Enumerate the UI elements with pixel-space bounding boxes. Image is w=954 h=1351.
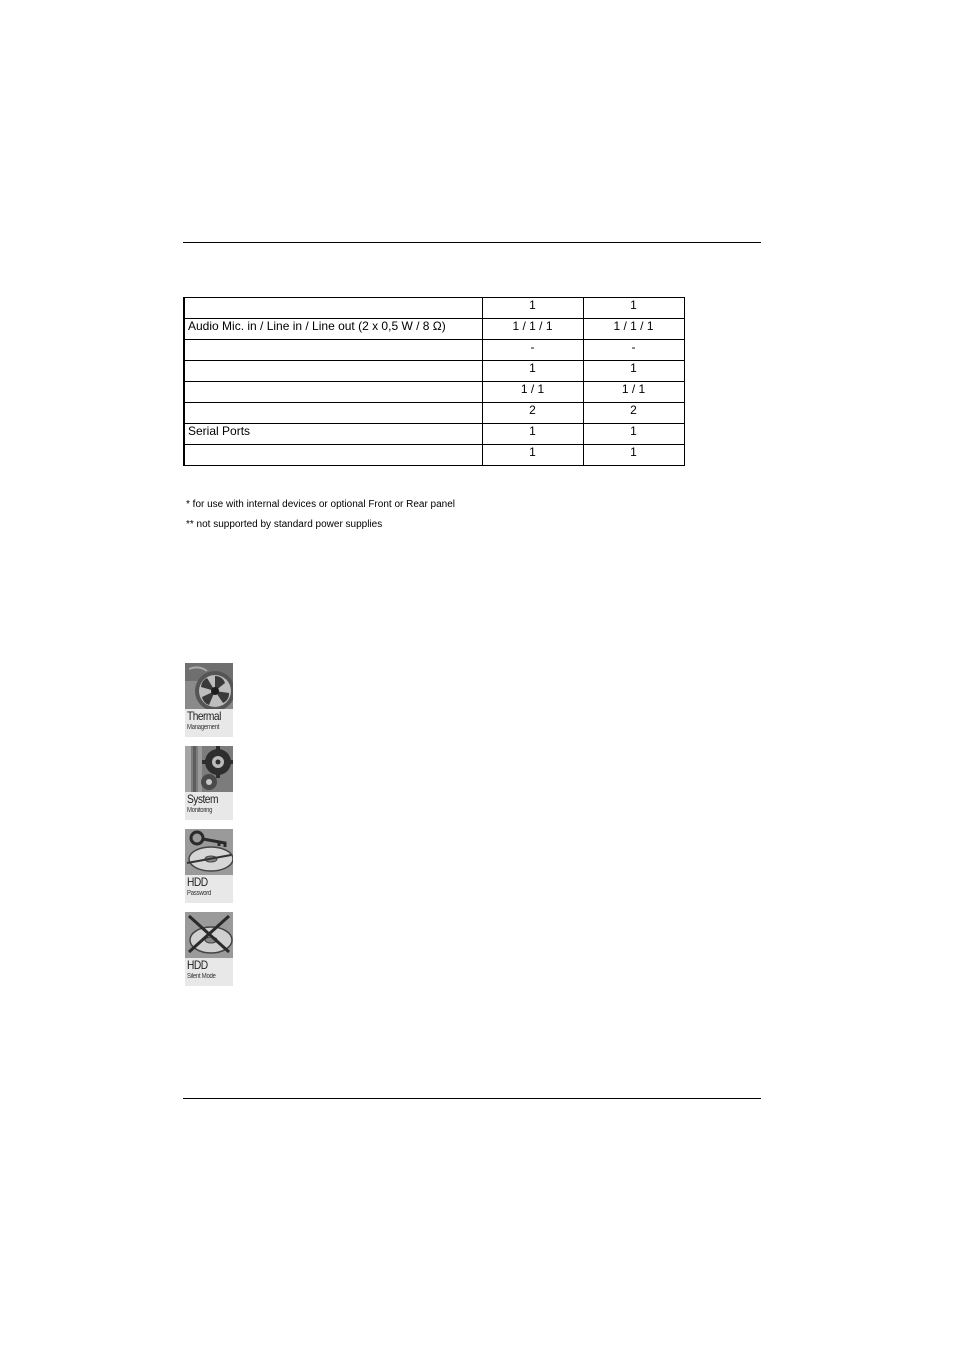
system-monitoring-icon [185, 746, 233, 820]
muted-disk-icon [185, 912, 233, 958]
table-cell-value: 1 [482, 424, 583, 445]
table-cell-value: 1 [583, 445, 684, 466]
key-disk-icon [185, 829, 233, 875]
table-cell-label [184, 445, 482, 466]
table-cell-value: 1 / 1 / 1 [482, 319, 583, 340]
table-row [184, 298, 684, 319]
icon-title: System [187, 792, 218, 806]
table-cell-value: 2 [583, 403, 684, 424]
table-cell-value: 1 / 1 [482, 382, 583, 403]
table-cell-value: 1 [583, 361, 684, 382]
table-cell-label [184, 361, 482, 382]
icon-subtitle: Monitoring [187, 807, 213, 814]
table-cell-value: 1 / 1 / 1 [583, 319, 684, 340]
footer-rule [183, 1098, 761, 1099]
table-row [184, 424, 684, 445]
table-row [184, 403, 684, 424]
table-cell-label [184, 382, 482, 403]
table-cell-value: 1 / 1 [583, 382, 684, 403]
table-cell-value: - [583, 340, 684, 361]
icon-subtitle: Silent Mode [187, 973, 216, 980]
icon-title: HDD [187, 875, 208, 889]
table-cell-value: 1 [583, 424, 684, 445]
thermal-management-icon [185, 663, 233, 737]
footnote-power-supplies: ** not supported by standard power supplies [186, 519, 383, 530]
fan-icon [185, 663, 233, 709]
footnote-internal-devices: * for use with internal devices or optional Front or Rear panel [186, 499, 456, 510]
header-rule [183, 242, 761, 243]
table-row [184, 382, 684, 403]
table-cell-value: 2 [482, 403, 583, 424]
ports-table [183, 297, 685, 466]
table-cell-label: Audio Mic. in / Line in / Line out (2 x 0,5 W / 8 Ω) [184, 319, 482, 340]
icon-subtitle: Password [187, 890, 212, 897]
icon-title: HDD [187, 958, 208, 972]
table-row [184, 361, 684, 382]
hdd-silent-mode-icon [185, 912, 233, 986]
table-cell-label [184, 298, 482, 319]
table-cell-label [184, 340, 482, 361]
table-cell-label [184, 403, 482, 424]
table-row [184, 340, 684, 361]
gear-icon [185, 746, 233, 792]
icon-subtitle: Management [187, 724, 220, 731]
table-cell-value: 1 [583, 298, 684, 319]
feature-icon-list [185, 663, 233, 995]
table-cell-value: 1 [482, 298, 583, 319]
hdd-password-icon [185, 829, 233, 903]
table-cell-value: - [482, 340, 583, 361]
icon-title: Thermal [187, 709, 221, 723]
footnotes [186, 495, 455, 535]
table-cell-label: Serial Ports [184, 424, 482, 445]
table-cell-value: 1 [482, 445, 583, 466]
table-row [184, 319, 684, 340]
table-cell-value: 1 [482, 361, 583, 382]
table-row [184, 445, 684, 466]
